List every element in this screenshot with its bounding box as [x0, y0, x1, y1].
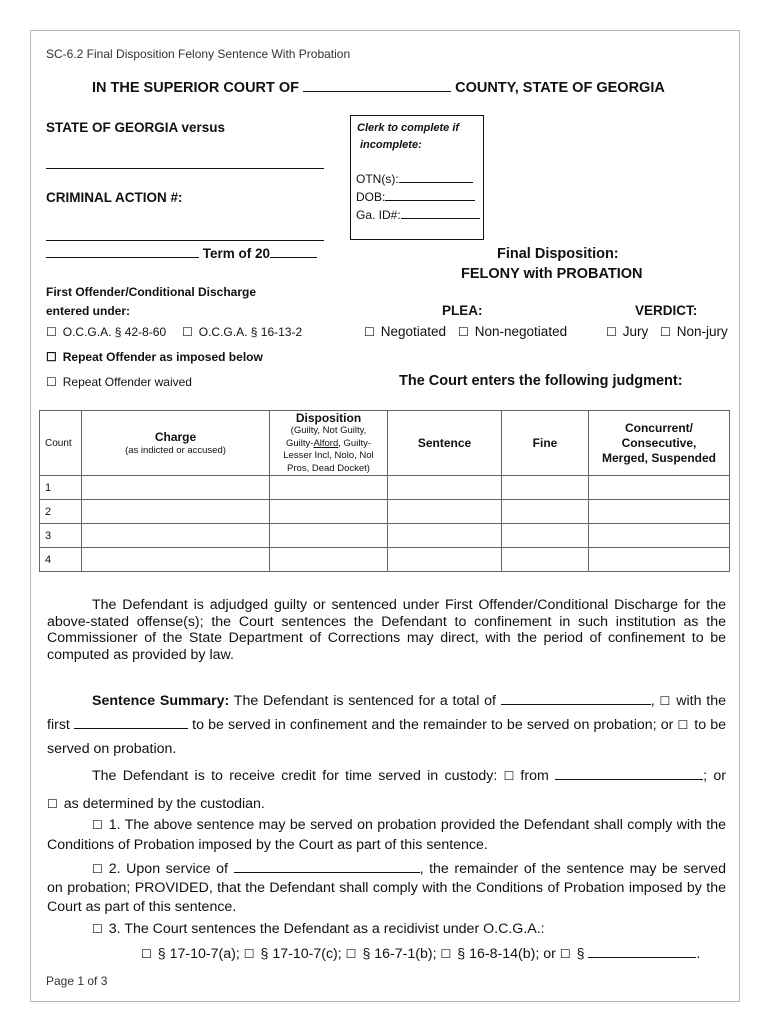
county-field[interactable]: [303, 91, 451, 92]
sentence-cell[interactable]: [388, 548, 502, 572]
table-row: 3: [40, 524, 730, 548]
col-charge: [82, 411, 270, 476]
recidivist-options: ☐ § 17-10-7(a); ☐ § 17-10-7(c); ☐ § 16-7-1(b); ☐ § 16-8-14(b); or ☐ § .: [141, 946, 701, 962]
checkbox-icon[interactable]: ☐: [458, 325, 469, 339]
judgment-heading: The Court enters the following judgment:: [399, 373, 683, 389]
checkbox-icon[interactable]: ☐: [92, 862, 103, 876]
sentence-cell[interactable]: [388, 476, 502, 500]
col-fine: Fine: [502, 411, 589, 476]
checkbox-icon[interactable]: ☐: [364, 325, 375, 339]
fine-cell[interactable]: [502, 524, 589, 548]
table-header-row: [40, 411, 730, 476]
checkbox-icon[interactable]: ☐: [46, 350, 57, 364]
col-charge-title: Charge: [154, 430, 197, 444]
col-disp-sub2: Guilty-Alford, Guilty-: [285, 437, 371, 449]
otn-field[interactable]: [399, 182, 473, 183]
concurrent-cell[interactable]: [589, 524, 730, 548]
item-1: ☐ 1. The above sentence may be served on probation provided the Defendant shall comply with the Conditions of Probation imposed by the Court as part of this sentence.: [47, 817, 726, 853]
table-row: 2: [40, 500, 730, 524]
dob-field[interactable]: [385, 200, 475, 201]
checkbox-icon[interactable]: ☐: [559, 947, 571, 961]
gaid-field[interactable]: [401, 218, 480, 219]
col-count: Count: [40, 411, 82, 476]
charge-cell[interactable]: [82, 524, 270, 548]
checkbox-icon[interactable]: ☐: [243, 947, 255, 961]
checkbox-icon[interactable]: ☐: [92, 922, 103, 936]
fo-option-2[interactable]: ☐ O.C.G.A. § 16-13-2: [182, 325, 303, 339]
col-sentence: Sentence: [388, 411, 502, 476]
checkbox-icon[interactable]: ☐: [46, 325, 57, 339]
item-3: ☐ 3. The Court sentences the Defendant as a recidivist under O.C.G.A.:: [92, 921, 545, 937]
col-disp-sub1: (Guilty, Not Guilty,: [290, 425, 367, 436]
disposition-cell[interactable]: [270, 524, 388, 548]
charge-cell[interactable]: [82, 548, 270, 572]
service-period-field[interactable]: [234, 872, 420, 873]
col-disp-sub4: Pros, Dead Docket): [287, 462, 370, 474]
checkbox-icon[interactable]: ☐: [47, 797, 58, 811]
verdict-title: VERDICT:: [635, 303, 698, 318]
clerk-note-2: incomplete:: [360, 139, 422, 151]
first-offender-label: First Offender/Conditional Discharge: [46, 285, 257, 299]
col-disp-sub3: Lesser Incl, Nolo, Nol: [283, 450, 374, 461]
checkbox-icon[interactable]: ☐: [92, 818, 103, 832]
charge-cell[interactable]: [82, 476, 270, 500]
criminal-action-label: CRIMINAL ACTION #:: [46, 190, 183, 205]
disposition-subtitle: FELONY with PROBATION: [461, 266, 643, 282]
col-disposition: [270, 411, 388, 476]
clerk-note: Clerk to complete if: [357, 122, 460, 134]
checkbox-icon[interactable]: ☐: [503, 769, 515, 783]
term-row: Term of 20: [46, 246, 317, 261]
clerk-box: [350, 115, 484, 240]
form-page: [30, 30, 740, 1002]
total-sentence-field[interactable]: [501, 704, 651, 705]
dob-row: DOB:: [356, 190, 475, 204]
defendant-name-field[interactable]: [46, 168, 324, 169]
concurrent-cell[interactable]: [589, 548, 730, 572]
fine-cell[interactable]: [502, 476, 589, 500]
first-offender-label-2: entered under:: [46, 304, 131, 318]
term-year-field[interactable]: [270, 257, 317, 258]
col-charge-sub: (as indicted or accused): [125, 445, 226, 456]
page-number: Page 1 of 3: [46, 974, 108, 988]
disposition-cell[interactable]: [270, 476, 388, 500]
confinement-period-field[interactable]: [74, 728, 188, 729]
checkbox-icon[interactable]: ☐: [440, 947, 452, 961]
table-row: 1: [40, 476, 730, 500]
otn-row: OTN(s):: [356, 172, 473, 186]
concurrent-cell[interactable]: [589, 500, 730, 524]
item-2: ☐ 2. Upon service of , the remainder of the sentence may be served on probation; PROVIDED, that the Defendant shall comply with the Conditions of Probation imposed by the Court as part of this sentence.: [47, 861, 726, 915]
credit-paragraph: The Defendant is to receive credit for time served in custody: ☐ from ; or ☐ as determined by the custodian.: [47, 768, 726, 812]
checkbox-icon[interactable]: ☐: [141, 947, 152, 961]
plea-title: PLEA:: [442, 303, 483, 318]
credit-from-field[interactable]: [555, 779, 703, 780]
fine-cell[interactable]: [502, 500, 589, 524]
checkbox-icon[interactable]: ☐: [677, 718, 689, 732]
col-concurrent: Concurrent/ Consecutive, Merged, Suspended: [589, 411, 730, 476]
checkbox-icon[interactable]: ☐: [659, 694, 671, 708]
concurrent-cell[interactable]: [589, 476, 730, 500]
disposition-title: Final Disposition:: [497, 246, 619, 262]
plea-non-negotiated[interactable]: ☐ Non-negotiated: [458, 324, 568, 339]
col-disp-title: Disposition: [295, 411, 362, 425]
repeat-waived[interactable]: ☐ Repeat Offender waived: [46, 375, 192, 389]
term-field[interactable]: [46, 257, 199, 258]
sentence-cell[interactable]: [388, 524, 502, 548]
plea-negotiated[interactable]: ☐ Negotiated: [364, 324, 447, 339]
checkbox-icon[interactable]: ☐: [46, 375, 57, 389]
disposition-cell[interactable]: [270, 548, 388, 572]
sentence-cell[interactable]: [388, 500, 502, 524]
state-versus-label: STATE OF GEORGIA versus: [46, 120, 226, 135]
checkbox-icon[interactable]: ☐: [345, 947, 357, 961]
court-heading: IN THE SUPERIOR COURT OF COUNTY, STATE OF GEORGIA: [92, 80, 665, 96]
charge-cell[interactable]: [82, 500, 270, 524]
charges-table: [39, 410, 730, 572]
sentence-summary: Sentence Summary: The Defendant is sentenced for a total of , ☐ with the first to be served in confinement and the remainder to be served on probation; or ☐ to be served on probation.: [47, 693, 726, 757]
other-code-field[interactable]: [588, 957, 696, 958]
verdict-non-jury[interactable]: ☐ Non-jury: [660, 324, 728, 339]
checkbox-icon[interactable]: ☐: [660, 325, 671, 339]
criminal-action-field[interactable]: [46, 240, 324, 241]
fo-option-1[interactable]: ☐ O.C.G.A. § 42-8-60: [46, 325, 167, 339]
verdict-jury[interactable]: ☐ Jury: [606, 324, 649, 339]
checkbox-icon[interactable]: ☐: [606, 325, 617, 339]
judgment-paragraph: The Defendant is adjudged guilty or sentenced under First Offender/Conditional Discharge for the above-stated offense(s); the Court sentences the Defendant to confinement in such institution as the Commissioner of the State Department of Corrections may direct, with the period of confinement to be computed as provided by law.: [47, 597, 726, 663]
form-id: SC-6.2 Final Disposition Felony Sentence With Probation: [46, 47, 351, 61]
checkbox-icon[interactable]: ☐: [182, 325, 193, 339]
gaid-row: Ga. ID#:: [356, 208, 480, 222]
table-row: 4: [40, 548, 730, 572]
fine-cell[interactable]: [502, 548, 589, 572]
repeat-imposed[interactable]: ☐ Repeat Offender as imposed below: [46, 350, 263, 364]
disposition-cell[interactable]: [270, 500, 388, 524]
